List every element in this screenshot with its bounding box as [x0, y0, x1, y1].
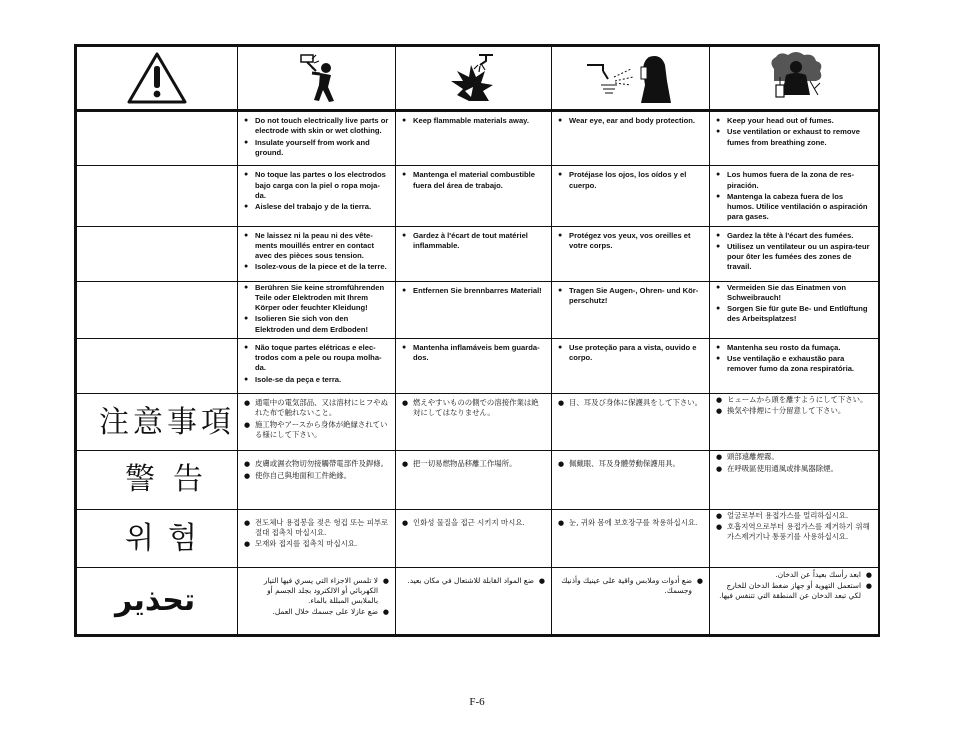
list-item: ● 얼굴로부터 용접가스를 멀리하십시요.	[716, 511, 872, 521]
language-label-cell	[77, 166, 238, 226]
language-row-arabic	[77, 567, 879, 634]
list-item: ● Use proteção para a vista, ouvido e corpo.	[558, 343, 703, 363]
list-item: ● Do not touch electrically live parts or electrode with skin or wet clothing.	[244, 116, 389, 136]
list-item: ● ضع المواد القابلة للاشتعال في مكان بعيد.	[402, 576, 545, 586]
fumes-cell	[710, 226, 879, 281]
list-item: ● ضع أدوات وملابس واقية على عينيك وأذنيك وجسمك.	[558, 576, 703, 596]
arc-rays-cell	[552, 567, 710, 634]
fire-cell	[396, 451, 552, 509]
list-item: ● Vermeiden Sie das Einatmen von Schweibrauch!	[716, 283, 872, 303]
language-label: 警告	[125, 462, 221, 498]
list-item: ● 燃えやすいものの側での溶接作業は絶対にしてはなりません。	[402, 398, 545, 418]
list-item: ● لا تلمس الاجزاء التي يسري فيها التيار الكهربائي أو الالكترود بجلد الجسم أو بالملابس المبللة بالماء.	[244, 576, 389, 607]
list-item: ● Mantenga la cabeza fuera de los humos. Utilice ventilación o aspiración para gases.	[716, 192, 872, 223]
icon-row	[77, 47, 879, 111]
list-item: ● Tragen Sie Augen-, Ohren- und Kör-perschutz!	[558, 286, 703, 306]
language-row-japanese	[77, 394, 879, 451]
warning-grid	[76, 46, 879, 635]
fire-cell	[396, 338, 552, 393]
list-item: ● ضع عازلا على جسمك خلال العمل.	[244, 607, 389, 617]
shock-cell	[238, 451, 396, 509]
list-item: ● Não toque partes elétricas e elec-trodos com a pele ou roupa molha-da.	[244, 343, 389, 374]
fumes-cell	[710, 567, 879, 634]
fumes-cell	[710, 281, 879, 338]
list-item: ● 通電中の電気部品、又は溶材にヒフやぬれた布で触れないこと。	[244, 398, 389, 418]
arc-rays-cell	[552, 451, 710, 509]
safety-precautions-table	[74, 44, 880, 637]
list-item: ● 使你自己與地面和工件絶緣。	[244, 471, 389, 481]
list-item: ● 把一切易燃物品移離工作場所。	[402, 459, 545, 469]
list-item: ● Aislese del trabajo y de la tierra.	[244, 202, 389, 212]
language-label: تحذير	[115, 583, 196, 619]
list-item: ● 在呼吸區使用通風或排風器除煙。	[716, 464, 872, 474]
list-item: ● Insulate yourself from work and ground.	[244, 138, 389, 158]
shock-cell	[238, 281, 396, 338]
fire-cell	[396, 226, 552, 281]
list-item: ● 目、耳及び身体に保護具をして下さい。	[558, 398, 703, 408]
fumes-cell	[710, 451, 879, 509]
fire-cell	[396, 567, 552, 634]
arc-rays-cell	[552, 166, 710, 226]
language-row-chinese	[77, 451, 879, 509]
list-item: ● Ne laissez ni la peau ni des vête-ments mouillés entrer en contact avec des pièces sous tension.	[244, 231, 389, 262]
list-item: ● Gardez à l'écart de tout matériel inflammable.	[402, 231, 545, 251]
shock-cell	[238, 166, 396, 226]
language-label-cell	[77, 226, 238, 281]
fumes-cell	[710, 394, 879, 451]
arc-rays-cell	[552, 281, 710, 338]
icon-cell-fumes	[710, 47, 879, 111]
fumes-cell	[710, 166, 879, 226]
list-item: ● Keep your head out of fumes.	[716, 116, 872, 126]
language-label-cell	[77, 451, 238, 509]
language-row	[77, 166, 879, 226]
language-label-cell	[77, 281, 238, 338]
list-item: ● Use ventilação e exhaustão para remover fumo da zona respiratória.	[716, 354, 872, 374]
list-item: ● ابعد رأسك بعيداً عن الدخان.	[716, 570, 872, 580]
fire-cell	[396, 281, 552, 338]
icon-cell-general	[77, 47, 238, 111]
list-item: ● Protégez vos yeux, vos oreilles et votre corps.	[558, 231, 703, 251]
icon-cell-arc-rays	[552, 47, 710, 111]
arc-rays-cell	[552, 394, 710, 451]
list-item: ● Isolez-vous de la piece et de la terre.	[244, 262, 389, 272]
shock-cell	[238, 509, 396, 567]
language-label-cell	[77, 111, 238, 166]
language-label: 注意事項	[99, 404, 235, 440]
list-item: ● Gardez la tête à l'écart des fumées.	[716, 231, 872, 241]
list-item: ● Berühren Sie keine stromführenden Teile oder Elektroden mit Ihrem Körper oder feuchter Kleidung!	[244, 283, 389, 314]
list-item: ● استعمل التهوية أو جهاز ضغط الدخان للخارج لكي تبعد الدخان عن المنطقة التي تتنفس فيها.	[716, 581, 872, 601]
list-item: ● Mantenha inflamáveis bem guarda-dos.	[402, 343, 545, 363]
list-item: ● Sorgen Sie für gute Be- und Entlüftung des Arbeitsplatzes!	[716, 304, 872, 324]
language-row	[77, 338, 879, 393]
list-item: ● Los humos fuera de la zona de res-piración.	[716, 170, 872, 190]
shock-cell	[238, 226, 396, 281]
list-item: ● Entfernen Sie brennbarres Material!	[402, 286, 545, 296]
fire-cell	[396, 111, 552, 166]
arc-rays-icon	[581, 51, 681, 105]
fire-sparks-icon	[443, 51, 505, 105]
list-item: ● Protéjase los ojos, los oídos y el cuerpo.	[558, 170, 703, 190]
list-item: ● No toque las partes o los electrodos bajo carga con la piel o ropa moja-da.	[244, 170, 389, 201]
list-item: ● 눈, 귀와 몸에 보호장구를 착용하십시요.	[558, 518, 703, 528]
language-row	[77, 111, 879, 166]
arc-rays-cell	[552, 226, 710, 281]
shock-cell	[238, 567, 396, 634]
list-item: ● Use ventilation or exhaust to remove fumes from breathing zone.	[716, 127, 872, 147]
list-item: ● Mantenga el material combustible fuera del área de trabajo.	[402, 170, 545, 190]
fumes-icon	[754, 51, 834, 105]
list-item: ● 頭部遠離煙霧。	[716, 452, 872, 462]
shock-cell	[238, 394, 396, 451]
list-item: ● 換気や排煙に十分留意して下さい。	[716, 406, 872, 416]
list-item: ● Mantenha seu rosto da fumaça.	[716, 343, 872, 353]
shock-cell	[238, 338, 396, 393]
list-item: ● 모재와 접지를 접촉치 마십시요.	[244, 539, 389, 549]
fumes-cell	[710, 509, 879, 567]
electric-shock-icon	[286, 51, 348, 105]
fire-cell	[396, 166, 552, 226]
list-item: ● 전도체나 용접봉을 젖은 헝겁 또는 피부로 절대 접촉치 마십시요.	[244, 518, 389, 538]
language-row-korean	[77, 509, 879, 567]
warning-triangle-icon	[126, 51, 188, 105]
language-label: 위험	[125, 520, 211, 556]
arc-rays-cell	[552, 338, 710, 393]
fire-cell	[396, 509, 552, 567]
fire-cell	[396, 394, 552, 451]
list-item: ● ヒュームから頭を離すようにして下さい。	[716, 395, 872, 405]
language-label-cell	[77, 394, 238, 451]
arc-rays-cell	[552, 509, 710, 567]
fumes-cell	[710, 338, 879, 393]
arc-rays-cell	[552, 111, 710, 166]
list-item: ● 皮膚或濕衣物切勿接觸帶電部件及銲條。	[244, 459, 389, 469]
language-row	[77, 226, 879, 281]
shock-cell	[238, 111, 396, 166]
list-item: ● Wear eye, ear and body protection.	[558, 116, 703, 126]
list-item: ● Utilisez un ventilateur ou un aspira-teur pour ôter les fumées des zones de travail.	[716, 242, 872, 273]
list-item: ● Isole-se da peça e terra.	[244, 375, 389, 385]
list-item: ● 施工物やアースから身体が絶縁されている様にして下さい。	[244, 420, 389, 440]
list-item: ● 佩戴眼、耳及身體勞動保護用具。	[558, 459, 703, 469]
language-label-cell	[77, 509, 238, 567]
language-label-cell	[77, 338, 238, 393]
list-item: ● Keep flammable materials away.	[402, 116, 545, 126]
list-item: ● Isolieren Sie sich von den Elektroden und dem Erdboden!	[244, 314, 389, 334]
language-row	[77, 281, 879, 338]
page-number: F-6	[469, 696, 485, 708]
icon-cell-shock	[238, 47, 396, 111]
language-label-cell	[77, 567, 238, 634]
list-item: ● 인화성 물질을 접근 시키지 마시요.	[402, 518, 545, 528]
icon-cell-fire	[396, 47, 552, 111]
fumes-cell	[710, 111, 879, 166]
list-item: ● 호흡지역으로부터 용접가스를 제거하기 위해 가스제거기나 통풍기를 사용하십시요.	[716, 522, 872, 542]
